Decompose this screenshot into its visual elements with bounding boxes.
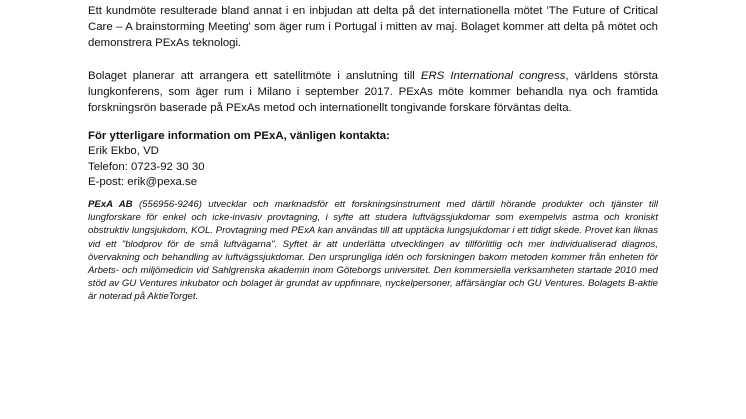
paragraph-satellite-meeting (88, 68, 658, 117)
contact-heading: För ytterligare information om PExA, vänligen kontakta: (88, 130, 390, 142)
contact-phone: Telefon: 0723-92 30 30 (88, 160, 205, 173)
about-company-paragraph (88, 198, 658, 304)
contact-block (88, 129, 658, 190)
paragraph2-after: , världens största lungkonferens, som äger rum i Milano i september 2017. PExAs möte kommer behandla nya och framtida forskningsrön baserade på PExAs metod och internationellt tongivande forskare förväntas delta. (88, 70, 658, 115)
paragraph-customer-meeting: Ett kundmöte resulterade bland annat i en inbjudan att delta på det internationella mötet 'The Future of Critical Care – A brainstorming Meeting' som äger rum i Portugal i mitten av maj. Bolaget kommer att delta på mötet och demonstrera PExAs teknologi. (88, 5, 658, 50)
paragraph2-before: Bolaget planerar att arrangera ett satellitmöte i anslutning till (88, 70, 421, 82)
paragraph2-emphasis: ERS International congress (420, 70, 566, 82)
company-name: PExA AB (88, 199, 133, 210)
contact-email: E-post: erik@pexa.se (88, 175, 198, 188)
contact-name: Erik Ekbo, VD (88, 145, 159, 158)
about-text: (556956-9246) utvecklar och marknadsför ett forskningsinstrument med därtill hörande produkter och tjänster till lungforskare för enkel och icke-invasiv provtagning, i syfte att studera luftvägssjukdomar som exempelvis astma och kroniskt obstruktiv lungsjukdom, KOL. Provtagning med PExA kan användas till att upptäcka lungsjukdomar i ett tidigt skede. Provet kan liknas vid ett "blodprov för de små luftvägarna". Syftet är att underlätta utvecklingen av tillförlitlig och mer individualiserad diagnos, övervakning och behandling av luftvägssjukdomar. Den ursprungliga idén och forskningen bakom metoden kommer från enheten för Arbets- och miljömedicin vid Sahlgrenska akademin inom Göteborgs universitet. Den kommersiella verksamheten startade 2010 med stöd av GU Ventures inkubator och bolaget är grundat av uppfinnare, nyckelpersoner, affärsänglar och GU Ventures. Bolagets B-aktie är noterad på AktieTorget. (88, 199, 658, 303)
